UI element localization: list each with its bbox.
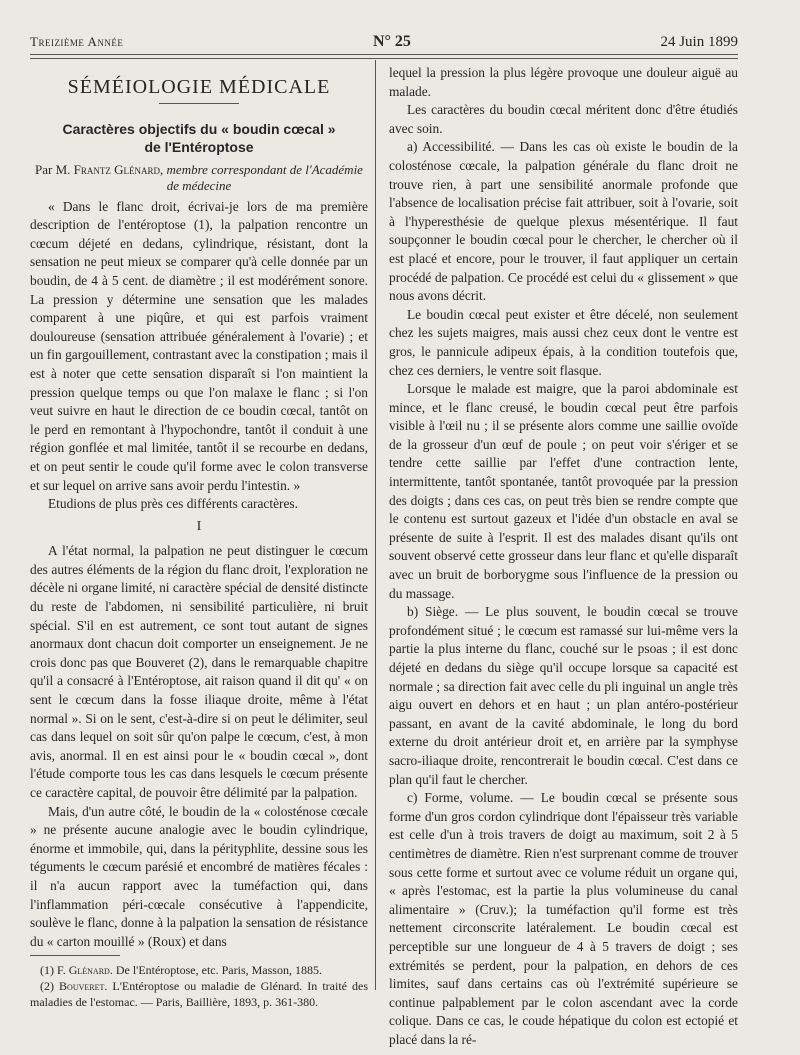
- section-title: SÉMÉIOLOGIE MÉDICALE: [67, 76, 331, 98]
- paragraph: « Dans le flanc droit, écrivai-je lors de ma première description de l'entéroptose (1), la palpation rencontre un cœcum déjeté en dedans, cylindrique, résistant, dont la sensation ne peut mieux se comparer qu'à celle donnée par un boudin, de 4 à 5 cent. de diamètre ; il est modérément sonore. La pression y détermine une sensation que les malades comparent à une piqûre, et qui est parfois vraiment douloureuse (sensation attribuée généralement à l'ovarie) ; et un fin gargouillement, contrastant avec la constipation ; mais il est à noter que cette sensation disparaît si l'on maintient la pression quelque temps ou que l'on malaxe le flanc ; si l'on veut suivre en haut le direction de ce boudin cœcal, tantôt on le perd en remontant à l'hypochondre, tantôt il conduit à une région gonflée et mal limitée, tantôt il se recourbe en dedans, et on peut sentir le coude qu'il forme avec le colon transverse et sur lequel on arrive sans avoir perdu l'intestin. »: [30, 198, 368, 493]
- paragraph: b) Siège. — Le plus souvent, le boudin cœcal se trouve profondément situé ; le cœcum est ramassé sur lui-même vers la partie la plus interne du flanc, couché sur le psoas ; il est donc déjeté en dedans du siège qu'il occupe lorsque sa capacité est normale ; sa direction fait avec celle du pli inguinal un angle très aigu ouvert en dehors et en haut ; un plan antéro-postérieur passant, en avant de la cavité abdominale, le long du bord externe du droit antérieur droit et, en arrière par la symphyse sacro-iliaque droite, rencontrerait le boudin cœcal. C'est dans ce plan qu'il faut le chercher.: [389, 604, 738, 787]
- paragraph: Le boudin cœcal peut exister et être décelé, non seulement chez les sujets maigres, mais aussi chez ceux dont le ventre est gros, le pannicule adipeux épais, à la condition toutefois que, chez ces derniers, le ventre soit flasque.: [389, 306, 738, 378]
- paragraph: c) Forme, volume. — Le boudin cœcal se présente sous forme d'un gros cordon cylindrique dont l'épaisseur très variable est celle d'un à trois travers de doigt au maximum, soit 2 à 5 centimètres de diamètre. Rien n'est surprenant comme de trouver sous cette forme et surtout avec ce volume réduit un organe qui, « après l'estomac, est la partie la plus volumineuse du canal alimentaire » (Cruv.); la tuméfaction qu'il forme est très nettement circonscrite latéralement. Le boudin cœcal est perceptible sur une longueur de 4 à 5 travers de doigt ; ses extrémités se perdent, pour la palpation, en dehors de ces limites, sauf dans certains cas où l'extrémité supérieure se continue palpablement par le colon ascendant avec la corde colique. Dans ce cas, le coude hépatique du colon est ectopié et placé dans la ré-: [389, 790, 738, 1047]
- subsection-number: I: [196, 518, 202, 534]
- footnote-2: (2) Bouveret. L'Entéroptose ou maladie de Glénard. In traité des maladies de l'estomac. — Paris, Baillière, 1893, p. 361-380.: [30, 979, 369, 1009]
- author-name: Frantz Glénard: [73, 161, 161, 177]
- paragraph: A l'état normal, la palpation ne peut distinguer le cœcum des autres éléments de la région du flanc droit, l'exploration ne décèle ni organe limité, ni caractère spécial de densité distincte du reste de l'abdomen, ni sensibilité particulière, ni bruit spécial. S'il en est autrement, ce sont tout autant de signes anormaux dont chacun doit comporter un enseignement. Je ne crois donc pas que Bouveret (2), dans le remarquable chapitre qu'il a consacré à l'Entéroptose, ait raison quand il dit qu' « on sent le cœcum dans la fosse iliaque droite, même à l'état normal ». Si on le sent, c'est-à-dire si on peut le délimiter, seul cas dans lequel on soit sûr qu'on palpe le cœcum, c'est, à mon avis, anormal. Il en est ainsi pour le « boudin cœcal », dont l'étude comporte tous les cas dans lesquels le cœcum présente ce caractère capital, de pouvoir être délimité par la palpation.: [30, 543, 368, 800]
- page-header: [30, 30, 738, 55]
- article-title: [30, 120, 368, 156]
- issue-number: N° 25: [372, 33, 411, 50]
- paragraph: Lorsque le malade est maigre, que la paroi abdominale est mince, et le flanc creusé, le boudin cœcal peut être parfois visible à l'œil nu ; il se présente alors comme une saillie ovoïde de la grosseur d'un œuf de poule ; on peut voir s'ériger et se tendre cette saillie par l'effet d'une contraction lente, intermittente, tantôt spontanée, tantôt provoquée par la pression des doigts ; dans ces cas, on peut très bien se rendre compte que le contenu est surtout gazeux et l'idée d'un obstacle en aval se présente de suite à l'esprit. Il est des malades disant qu'ils ont souvent observé cette grosseur dans leur flanc et qu'elle disparaît avec un bruit de borborygme sous l'influence de la pression ou du massage.: [389, 381, 738, 601]
- article-title-line-1: Caractères objectifs du « boudin cœcal »: [62, 120, 336, 137]
- paragraph: Etudions de plus près ces différents caractères.: [48, 496, 298, 512]
- paragraph: a) Accessibilité. — Dans les cas où existe le boudin de la colosténose cœcale, la palpation générale du flanc droit ne trouve rien, à part une sensibilité anormale profonde que l'absence de localisation précise fait attribuer, soit à l'ovarie, soit à l'hyperesthésie de quelque plexus mésentérique. Il faut soupçonner le boudin cœcal pour le chercher, le chercher où il est placé et encore, pour le trouver, il faut appliquer un certain procédé de palpation. Ce procédé est celui du « glissement » que nous avons décrit.: [389, 139, 738, 304]
- right-column: [389, 64, 738, 1049]
- footnote-2-text: L'Entéroptose ou maladie de Glénard. In traité des maladies de l'estomac. — Paris, Baillière, 1893, p. 361-380.: [30, 979, 369, 1009]
- author-role: , membre correspondant de l'Académie de médecine: [160, 161, 363, 193]
- left-column: [30, 64, 368, 951]
- paragraph: lequel la pression la plus légère provoque une douleur aiguë au malade.: [389, 65, 738, 99]
- footnote-1-author: F. Glénard.: [57, 963, 113, 977]
- footnote-rule: [30, 955, 120, 956]
- volume-label: Treizième Année: [30, 34, 124, 49]
- paragraph: Mais, d'un autre côté, le boudin de la « colosténose cœcale » ne présente aucune analogie avec le boudin cylindrique, énorme et immobile, qui, dans la pérityphlite, dessine sous les téguments le cœcum parésié et encombré de matières fécales : il n'a aucun rapport avec la tuméfaction qui, dans l'inflammation péri-cœcale consécutive à l'appendicite, soulève le flanc, donne à la palpation la sensation de résistance du « carton mouillé » (Roux) et dans: [30, 803, 368, 949]
- paragraph: Les caractères du boudin cœcal méritent donc d'être étudiés avec soin.: [389, 102, 738, 136]
- footnote-1: (1) F. Glénard. De l'Entéroptose, etc. Paris, Masson, 1885.: [40, 963, 322, 977]
- issue-date: 24 Juin 1899: [660, 33, 738, 50]
- author-prefix: Par M.: [35, 161, 74, 177]
- author-line: [30, 162, 368, 194]
- footnotes: [30, 962, 368, 1010]
- article-title-line-2: de l'Entéroptose: [144, 138, 254, 155]
- header-rule: [30, 58, 738, 59]
- section-title-rule: [159, 103, 239, 104]
- column-divider: [375, 60, 376, 990]
- footnote-1-text: De l'Entéroptose, etc. Paris, Masson, 1885.: [112, 963, 322, 977]
- footnote-2-author: Bouveret.: [59, 979, 108, 993]
